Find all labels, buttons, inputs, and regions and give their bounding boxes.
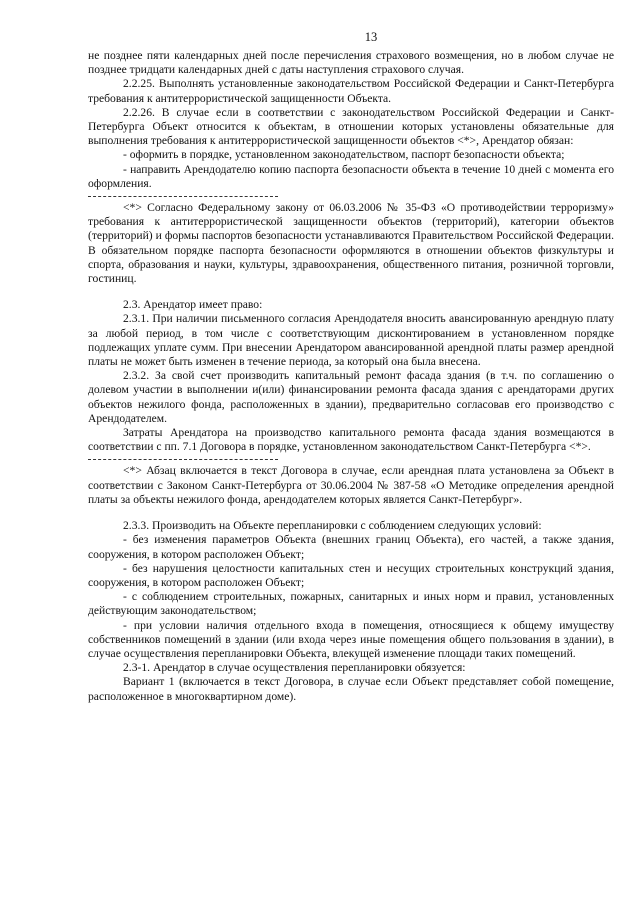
clause-2-2-26: 2.2.26. В случае если в соответствии с законодательством Российской Федерации и Санкт-Петербурга Объект относится к объектам, в отношении которых установлены обязательные для выполнения требования к антитеррористической защищенности объектов <*>, Арендатор обязан:: [88, 105, 614, 148]
list-item-norms: - с соблюдением строительных, пожарных, санитарных и иных норм и правил, установленных действующим законодательством;: [88, 590, 614, 618]
page-number: 13: [364, 30, 378, 44]
footnote-separator: [88, 459, 278, 460]
clause-2-3-1-obligations: 2.3-1. Арендатор в случае осуществления перепланировки обязуется:: [123, 661, 466, 675]
footnote-2: <*> Абзац включается в текст Договора в случае, если арендная плата установлена за Объект в соответствии с Законом Санкт-Петербурга от 30.06.2004 № 387-58 «О Методике определения арендной платы за объекты нежилого фонда, арендодателем которых является Санкт-Петербург».: [88, 464, 614, 506]
clause-2-3-1: 2.3.1. При наличии письменного согласия Арендодателя вносить авансированную арендную плату за любой период, в том числе с соответствующим дисконтированием в установленном порядке подлежащих уплате сумм. При внесении Арендатором авансированной арендной платы размер арендной платы не может быть изменен в течение периода, за который она была внесена.: [88, 312, 614, 369]
list-item-separate-entrance: - при условии наличия отдельного входа в помещения, относящиеся к общему имуществу собственников помещений в здании (или входа через иные помещения общего пользования в здании), в случае осуществления перепланировки Объекта, влекущей изменение площади таких помещений.: [88, 618, 614, 660]
list-item-no-wall-damage: - без нарушения целостности капитальных стен и несущих строительных конструкций здания, сооружения, в котором расположен Объект;: [88, 561, 614, 589]
clause-2-3: 2.3. Арендатор имеет право:: [123, 298, 263, 312]
footnote-1: <*> Согласно Федеральному закону от 06.03.2006 № 35-ФЗ «О противодействии терроризму» требования к антитеррористической защищенности объектов (территорий), категории объектов (территорий) и формы паспортов безопасности устанавливаются Правительством Российской Федерации. В обязательном порядке паспорта безопасности оформляются в отношении объектов физкультуры и спорта, образования и науки, культуры, здравоохранения, общественного питания, розничной торговли, гостиниц.: [88, 201, 614, 286]
clause-2-2-25: 2.2.25. Выполнять установленные законодательством Российской Федерации и Санкт-Петербурга требования к антитеррористической защищенности Объекта.: [88, 77, 614, 105]
spacer: [88, 507, 614, 519]
clause-2-3-2-costs: Затраты Арендатора на производство капитального ремонта фасада здания возмещаются в соответствии с пп. 7.1 Договора в порядке, установленном законодательством Санкт-Петербурга <*>.: [88, 426, 614, 454]
list-item-passport: - оформить в порядке, установленном законодательством, паспорт безопасности объекта;: [123, 148, 565, 162]
clause-2-3-3: 2.3.3. Производить на Объекте перепланировки с соблюдением следующих условий:: [123, 519, 542, 533]
variant-1: Вариант 1 (включается в текст Договора, в случае если Объект представляет собой помещение, расположенное в многоквартирном доме).: [88, 675, 614, 703]
list-item-send-copy: - направить Арендодателю копию паспорта безопасности объекта в течение 10 дней с момента его оформления.: [88, 162, 614, 190]
list-item-no-change-params: - без изменения параметров Объекта (внешних границ Объекта), его частей, а также здания, сооружения, в котором расположен Объект;: [88, 533, 614, 561]
paragraph-continuation: не позднее пяти календарных дней после перечисления страхового возмещения, но в любом случае не позднее тридцати календарных дней с даты наступления страхового случая.: [88, 49, 614, 77]
clause-2-3-2: 2.3.2. За свой счет производить капитальный ремонт фасада здания (в т.ч. по соглашению о долевом участии в выполнении и(или) финансировании ремонта фасада здания с арендаторами других объектов нежилого фонда, расположенных в здании), предварительно согласовав его производство с Арендодателем.: [88, 369, 614, 425]
footnote-separator: [88, 196, 278, 197]
spacer: [88, 286, 614, 298]
